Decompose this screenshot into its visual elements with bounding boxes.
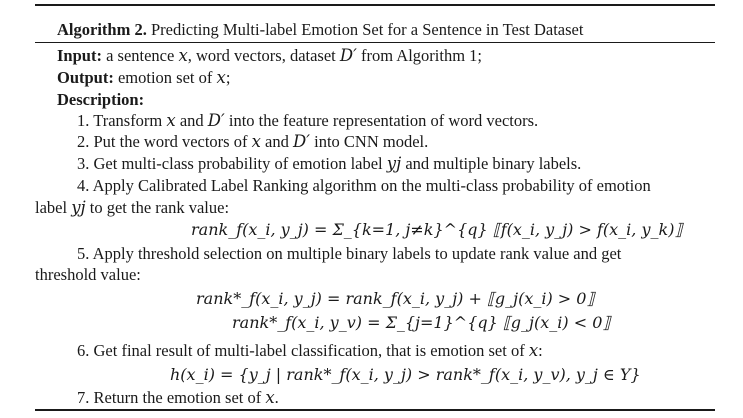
step-var: D′	[293, 132, 310, 151]
output-text: ;	[225, 68, 231, 87]
equation-4-text: h(x_i) = {y_j | rank*_f(x_i, y_j) > rank*_f(x_i, y_v), y_j ∈ Y}	[170, 365, 641, 384]
step-3	[77, 154, 581, 174]
algorithm-title-label: Algorithm 2.	[57, 20, 147, 39]
output-text: emotion set of	[113, 68, 217, 87]
step-text: 5. Apply threshold selection on multiple binary labels to update rank value and get	[77, 244, 622, 263]
step-text: 6. Get final result of multi-label classification, that is emotion set of	[77, 341, 529, 360]
step-1	[77, 111, 538, 131]
step-text: 2. Put the word vectors of	[77, 132, 252, 151]
step-text: to get the rank value:	[85, 198, 230, 217]
description-label: Description:	[57, 90, 145, 109]
step-4-line-1	[77, 176, 651, 196]
equation-3	[232, 312, 610, 334]
input-text: a sentence	[101, 46, 179, 65]
input-label: Input:	[57, 46, 102, 65]
equation-2-text: rank*_f(x_i, y_j) = rank_f(x_i, y_j) + ⟦g_j(x_i) > 0⟧	[196, 289, 595, 308]
equation-2	[196, 288, 594, 310]
step-var: yj	[386, 154, 402, 173]
equation-3-text: rank*_f(x_i, y_v) = Σ_{j=1}^{q} ⟦g_j(x_i) < 0⟧	[232, 313, 611, 332]
step-var: x	[166, 111, 176, 130]
step-var: x	[265, 388, 275, 407]
input-text: , word vectors, dataset	[187, 46, 340, 65]
step-2	[77, 132, 428, 152]
bottom-rule	[35, 409, 715, 411]
step-6	[77, 341, 543, 361]
equation-1	[191, 219, 682, 241]
step-5-line-1	[77, 244, 621, 264]
step-text: threshold value:	[35, 265, 141, 284]
step-4-line-2	[35, 198, 229, 218]
step-text: 4. Apply Calibrated Label Ranking algorithm on the multi-class probability of emotion	[77, 176, 651, 195]
step-text: 7. Return the emotion set of	[77, 388, 266, 407]
step-text: and	[175, 111, 208, 130]
step-text: 3. Get multi-class probability of emotion label	[77, 154, 387, 173]
input-var-d: D′	[339, 46, 357, 65]
step-text: and	[260, 132, 293, 151]
input-line	[57, 46, 482, 66]
algorithm-title-text: Predicting Multi-label Emotion Set for a Sentence in Test Dataset	[146, 20, 584, 39]
top-rule	[35, 4, 715, 6]
step-text: .	[274, 388, 279, 407]
output-var-x: x	[216, 68, 226, 87]
step-var: yj	[71, 198, 86, 217]
step-var: x	[251, 132, 261, 151]
input-var-x: x	[178, 46, 188, 65]
output-label: Output:	[57, 68, 114, 87]
description-heading	[57, 90, 144, 110]
step-5-line-2	[35, 265, 141, 285]
algorithm-title	[57, 20, 583, 40]
step-text: label	[35, 198, 72, 217]
step-var: x	[528, 341, 539, 360]
step-text: into CNN model.	[309, 132, 429, 151]
input-text: from Algorithm 1;	[356, 46, 482, 65]
equation-4	[170, 364, 641, 386]
step-var: D′	[207, 111, 225, 130]
equation-1-text: rank_f(x_i, y_j) = Σ_{k=1, j≠k}^{q} ⟦f(x_i, y_j) > f(x_i, y_k)⟧	[191, 220, 683, 239]
step-text: 1. Transform	[77, 111, 167, 130]
step-7	[77, 388, 279, 408]
step-text: :	[538, 341, 543, 360]
step-text: and multiple binary labels.	[401, 154, 582, 173]
output-line	[57, 68, 230, 88]
title-rule	[35, 42, 715, 43]
step-text: into the feature representation of word vectors.	[224, 111, 539, 130]
